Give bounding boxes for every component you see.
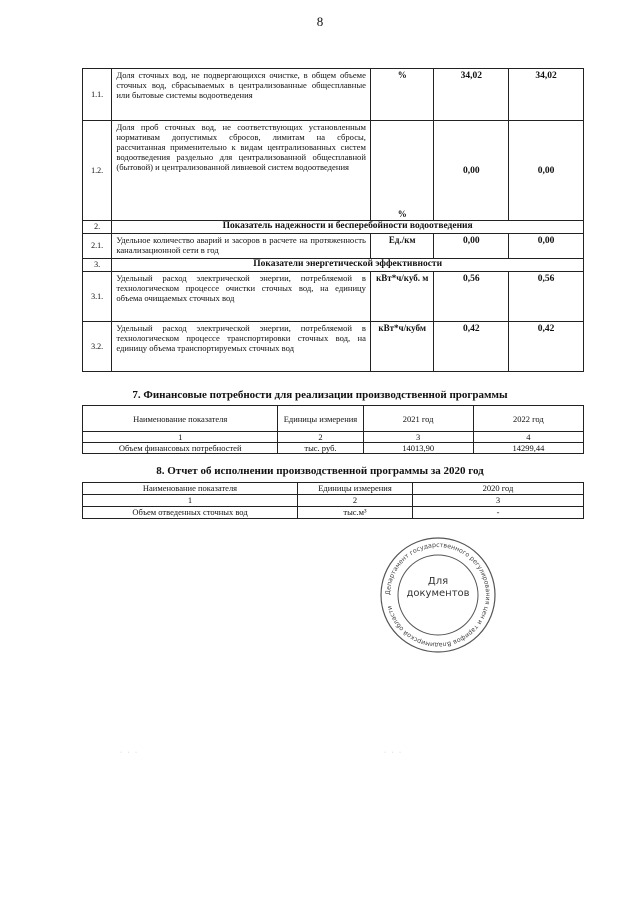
value-2021: 0,00 — [434, 234, 509, 259]
indicator-name: Объем отведенных сточных вод — [83, 507, 298, 519]
value-2022: 0,00 — [509, 234, 584, 259]
section-number: 3. — [83, 259, 112, 272]
table-row — [83, 69, 584, 121]
stamp-line: Для — [427, 576, 449, 587]
section-8-title: 8. Отчет об исполнении производственной программы за 2020 год — [156, 465, 484, 477]
stamp-line: документов — [406, 588, 470, 599]
financial-needs-table — [82, 405, 584, 454]
column-number-row — [83, 432, 584, 443]
table-row — [83, 234, 584, 259]
value-2021: 0,56 — [434, 272, 509, 322]
stamp-ring-text: Департамент государственного регулирования цен и тарифов Владимирской области — [384, 541, 492, 649]
indicator-unit: % — [370, 121, 434, 221]
table-header-row — [83, 483, 584, 495]
value-2022: 0,56 — [509, 272, 584, 322]
indicator-description: Удельный расход электрической энергии, потребляемой в технологическом процессе очистки сточных вод, на единицу объема очищаемых сточных вод — [112, 272, 371, 322]
column-number: 2 — [298, 495, 413, 507]
section-title: Показатели энергетической эффективности — [112, 259, 584, 272]
table-row — [83, 322, 584, 372]
section-7-title: 7. Финансовые потребности для реализации производственной программы — [132, 389, 508, 401]
column-number: 1 — [83, 495, 298, 507]
value-2022: 0,42 — [509, 322, 584, 372]
table-header-row — [83, 406, 584, 432]
column-number: 3 — [363, 432, 473, 443]
column-number-row — [83, 495, 584, 507]
value-2021: 0,00 — [434, 121, 509, 221]
page-number: 8 — [316, 14, 324, 29]
indicator-unit: тыс.м³ — [298, 507, 413, 519]
table-row — [83, 272, 584, 322]
value-2020: - — [413, 507, 584, 519]
column-header: Единицы измерения — [298, 483, 413, 495]
column-number: 4 — [473, 432, 583, 443]
table-row — [83, 507, 584, 519]
indicator-unit: кВт*ч/куб. м — [370, 272, 434, 322]
row-number: 2.1. — [83, 234, 112, 259]
column-header: 2022 год — [473, 406, 583, 432]
program-report-table — [82, 482, 584, 519]
column-number: 3 — [413, 495, 584, 507]
column-header: 2020 год — [413, 483, 584, 495]
indicator-name: Объем финансовых потребностей — [83, 443, 278, 454]
indicator-description: Удельный расход электрической энергии, потребляемой в технологическом процессе транспортировки сточных вод, на единицу объема транспортируемых сточных вод — [112, 322, 371, 372]
scan-artifact: · · · — [120, 750, 139, 756]
row-number: 3.2. — [83, 322, 112, 372]
value-2022: 34,02 — [509, 69, 584, 121]
stamp-center-text — [378, 576, 498, 600]
column-header: Наименование показателя — [83, 483, 298, 495]
column-number: 1 — [83, 432, 278, 443]
value-2022: 0,00 — [509, 121, 584, 221]
row-number: 1.2. — [83, 121, 112, 221]
row-number: 3.1. — [83, 272, 112, 322]
table-row — [83, 443, 584, 454]
section-title: Показатель надежности и бесперебойности водоотведения — [112, 221, 584, 234]
column-header: Наименование показателя — [83, 406, 278, 432]
indicator-unit: Ед./км — [370, 234, 434, 259]
column-number: 2 — [278, 432, 363, 443]
value-2021: 0,42 — [434, 322, 509, 372]
indicator-unit: % — [370, 69, 434, 121]
section-row — [83, 221, 584, 234]
column-header: 2021 год — [363, 406, 473, 432]
value-2022: 14299,44 — [473, 443, 583, 454]
indicator-description: Доля сточных вод, не подвергающихся очистке, в общем объеме сточных вод, сбрасываемых в централизованные общесплавные или бытовые системы водоотведения — [112, 69, 371, 121]
table-row — [83, 121, 584, 221]
indicator-description: Удельное количество аварий и засоров в расчете на протяженность канализационной сети в год — [112, 234, 371, 259]
section-row — [83, 259, 584, 272]
indicator-unit: кВт*ч/кубм — [370, 322, 434, 372]
column-header: Единицы измерения — [278, 406, 363, 432]
indicator-unit: тыс. руб. — [278, 443, 363, 454]
value-2021: 34,02 — [434, 69, 509, 121]
row-number: 1.1. — [83, 69, 112, 121]
section-number: 2. — [83, 221, 112, 234]
value-2021: 14013,90 — [363, 443, 473, 454]
indicators-table — [82, 68, 584, 372]
scan-artifact: · · · — [384, 750, 403, 756]
indicator-description: Доля проб сточных вод, не соответствующих установленным нормативам допустимых сбросов, лимитам на сбросы, рассчитанная применительно к видам централизованных систем водоотведения раздельно для централизованной общесплавной (бытовой) и централизованной ливневой систем водоотведения — [112, 121, 371, 221]
